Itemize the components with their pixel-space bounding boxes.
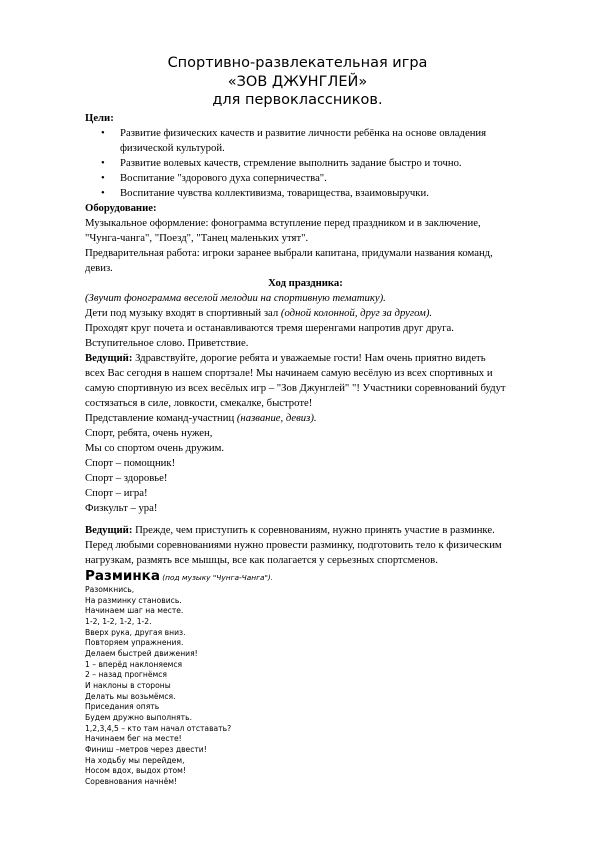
warmup-line: Повторяем упражнения. — [85, 638, 184, 648]
warmup-line: Делаем быстрей движения! — [85, 648, 198, 658]
host-speech-line: всех Вас сегодня в нашем спортзале! Мы начинаем самую весёлую из всех спортивных и — [85, 367, 493, 379]
title-line-1: Спортивно-развлекательная игра — [167, 55, 428, 71]
poem-line: Мы со спортом очень дружим. — [85, 442, 225, 454]
poem-line: Спорт – игра! — [85, 487, 148, 499]
warmup-line: 1 – вперёд наклоняемся — [85, 659, 183, 669]
goal-text: • Развитие физических качеств и развитие личности ребёнка на основе овладения физической культурой. — [120, 127, 487, 154]
warmup-heading: Разминка (под музыку "Чунга-Чанга"). — [85, 568, 274, 584]
warmup-line: На ходьбу мы перейдем, — [85, 755, 185, 765]
entrance-line: Дети под музыку входят в спортивный зал (одной колонной, друг за другом). — [85, 307, 433, 319]
host-speech-line: Ведущий: Здравствуйте, дорогие ребята и уважаемые гости! Нам очень приятно видеть — [85, 352, 486, 364]
host-speech-line: состязаться в силе, ловкости, смекалке, быстроте! — [85, 397, 313, 409]
goal-item: • Воспитание чувства коллективизма, товарищества, взаимовыручки. — [85, 186, 526, 201]
warmup-line: Финиш –метров через двести! — [85, 744, 207, 754]
document-body — [85, 111, 526, 787]
goal-item — [85, 126, 526, 156]
host-warmup-line: нагрузкам, размять все мышцы, все как полагается у серьезных спортсменов. — [85, 554, 438, 566]
host-warmup-line: Перед любыми соревнованиями нужно провести разминку, подготовить тело к физическим — [85, 539, 502, 551]
warmup-line: Будем дружно выполнять. — [85, 712, 192, 722]
warmup-line: 1,2,3,4,5 – кто там начал отставать? — [85, 723, 232, 733]
title-line-2: «ЗОВ ДЖУНГЛЕЙ» — [227, 73, 368, 90]
warmup-line: Вверх рука, другая вниз. — [85, 627, 186, 637]
teams-line: Представление команд-участниц (название, девиз). — [85, 412, 317, 424]
warmup-line: Делать мы возьмёмся. — [85, 691, 176, 701]
warmup-line: И наклоны в стороны — [85, 680, 171, 690]
warmup-line: На разминку становись. — [85, 595, 182, 605]
host-speech-line: самую спортивную из всех весёлых игр – "Зов Джунглей" "! Участники соревнований будут — [85, 382, 506, 394]
warmup-line: 1-2, 1-2, 1-2, 1-2. — [85, 616, 152, 626]
poem-line: Спорт – помощник! — [85, 457, 176, 469]
circle-line: Проходят круг почета и останавливаются тремя шеренгами напротив друг друга. — [85, 322, 454, 334]
equipment-line: девиз. — [85, 262, 113, 274]
intro-line: Вступительное слово. Приветствие. — [85, 337, 249, 349]
warmup-line: Начинаем шаг на месте. — [85, 606, 184, 616]
goal-item: • Воспитание "здорового духа соперничества". — [85, 171, 526, 186]
equipment-line: "Чунга-чанга", "Поезд", "Танец маленьких утят". — [85, 232, 309, 244]
equipment-line: Музыкальное оформление: фонограмма вступление перед праздником и в заключение, — [85, 217, 481, 229]
goal-item: • Развитие волевых качеств, стремление выполнить задание быстро и точно. — [85, 156, 526, 171]
equipment-heading: Оборудование: — [85, 202, 157, 214]
course-heading: Ход праздника: — [268, 277, 343, 289]
title-line-3: для первоклассников. — [212, 92, 383, 108]
poem-line: Спорт, ребята, очень нужен, — [85, 427, 213, 439]
goals-list — [85, 126, 526, 201]
warmup-line: Приседания опять — [85, 702, 160, 712]
poem-line: Спорт – здоровье! — [85, 472, 168, 484]
document-title — [85, 54, 510, 110]
warmup-line: Разомкнись, — [85, 585, 135, 594]
warmup-line: Носом вдох, выдох ртом! — [85, 766, 186, 776]
music-note: (Звучит фонограмма веселой мелодии на спортивную тематику). — [85, 292, 386, 304]
goals-heading: Цели: — [85, 112, 114, 124]
equipment-line: Предварительная работа: игроки заранее выбрали капитана, придумали названия команд, — [85, 247, 493, 259]
poem-line: Физкульт – ура! — [85, 502, 158, 514]
sport-poem — [85, 426, 526, 516]
warmup-line: 2 – назад прогнёмся — [85, 670, 167, 680]
warmup-line: Начинаем бег на месте! — [85, 734, 182, 744]
host-warmup-line: Ведущий: Прежде, чем приступить к соревнованиям, нужно принять участие в разминке. — [85, 524, 495, 536]
warmup-line: Соревнования начнём! — [85, 776, 178, 786]
warmup-poem — [85, 585, 526, 787]
